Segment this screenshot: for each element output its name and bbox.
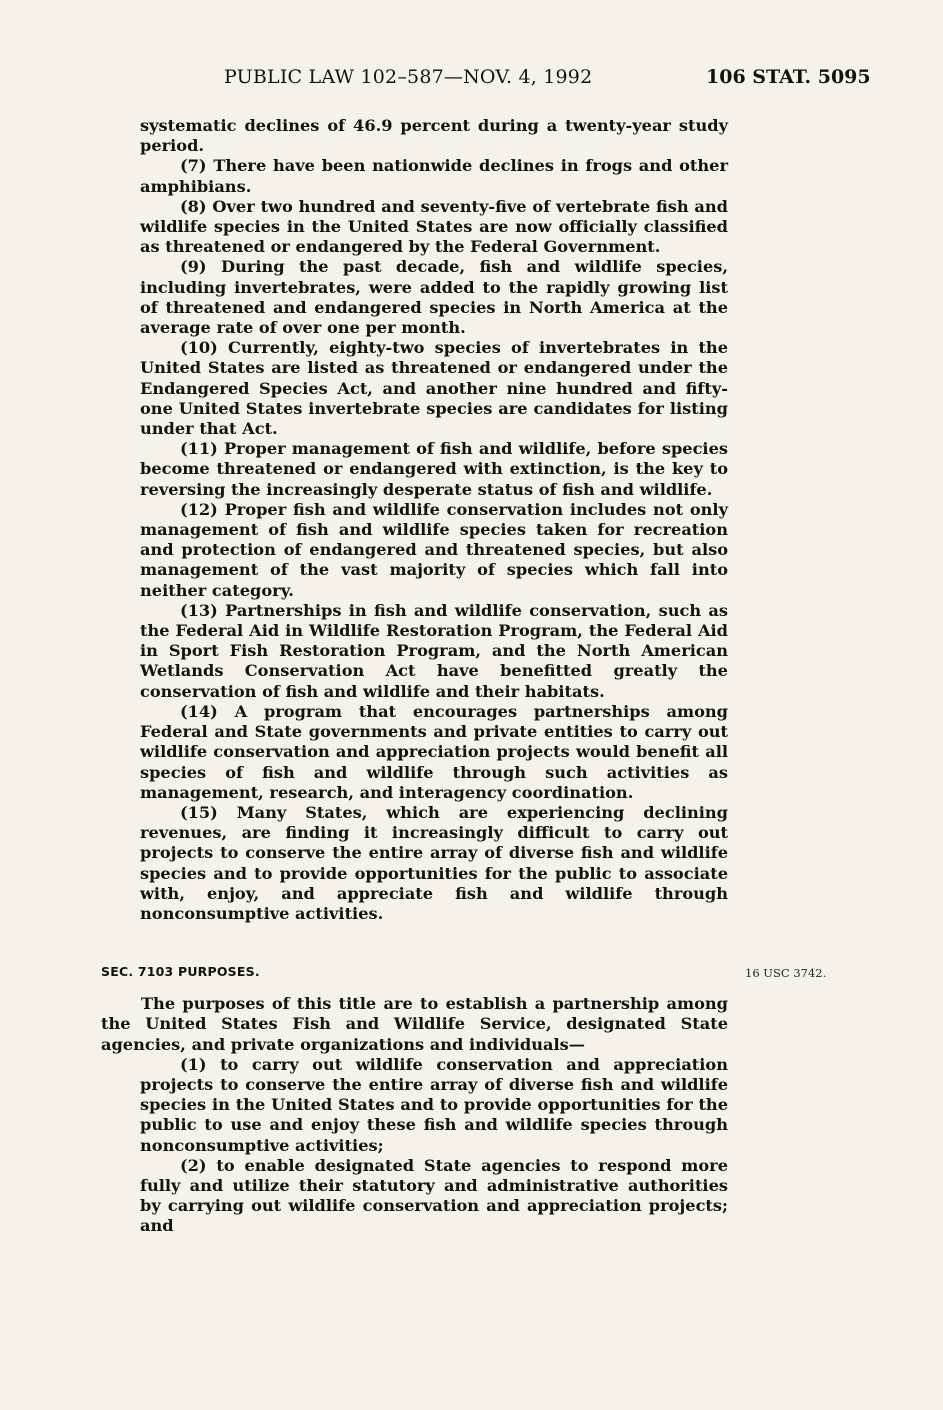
purpose-item: (2) to enable designated State agencies to respond more fully and utilize their statutory and administrative authorities by carrying out wildlife conservation and appreciation projects; and — [140, 1155, 728, 1236]
finding-paragraph: (7) There have been nationwide declines in frogs and other amphibians. — [140, 156, 728, 196]
usc-margin-note: 16 USC 3742. — [745, 966, 827, 980]
finding-paragraph: (8) Over two hundred and seventy-five of vertebrate fish and wildlife species in the United States are now officially classified as threatened or endangered by the Federal Government. — [140, 196, 728, 257]
section-intro: The purposes of this title are to establish a partnership among the United States Fish and Wildlife Service, designated State agencies, and private organizations and individuals— — [101, 994, 728, 1054]
finding-paragraph: systematic declines of 46.9 percent during a twenty-year study period. — [140, 116, 728, 156]
findings-text — [140, 116, 728, 924]
purposes-list — [140, 1055, 728, 1237]
finding-paragraph: (15) Many States, which are experiencing declining revenues, are finding it increasingly difficult to carry out projects to conserve the entire array of diverse fish and wildlife species and to provide opportunities for the public to associate with, enjoy, and appreciate fish and wildlife through nonconsumptive activities. — [140, 802, 728, 923]
finding-paragraph: (9) During the past decade, fish and wildlife species, including invertebrates, were added to the rapidly growing list of threatened and endangered species in North America at the average rate of over one per month. — [140, 257, 728, 338]
finding-paragraph: (10) Currently, eighty-two species of invertebrates in the United States are listed as threatened or endangered under the Endangered Species Act, and another nine hundred and fifty-one United States invertebrate species are candidates for listing under that Act. — [140, 338, 728, 439]
purpose-item: (1) to carry out wildlife conservation and appreciation projects to conserve the entire array of diverse fish and wildlife species in the United States and to provide opportunities for the public to use and enjoy these fish and wildlife species through nonconsumptive activities; — [140, 1054, 728, 1155]
section-heading: SEC. 7103 PURPOSES. — [101, 964, 260, 979]
statute-reference: 106 STAT. 5095 — [706, 66, 871, 88]
running-head — [0, 66, 943, 90]
finding-paragraph: (14) A program that encourages partnerships among Federal and State governments and private entities to carry out wildlife conservation and appreciation projects would benefit all species of fish and wildlife through such activities as management, research, and interagency coordination. — [140, 701, 728, 802]
finding-paragraph: (12) Proper fish and wildlife conservation includes not only management of fish and wildlife species taken for recreation and protection of endangered and threatened species, but also management of the vast majority of species which fall into neither category. — [140, 499, 728, 600]
law-title: PUBLIC LAW 102–587—NOV. 4, 1992 — [224, 66, 593, 88]
purposes-section — [101, 962, 728, 1237]
finding-paragraph: (13) Partnerships in fish and wildlife conservation, such as the Federal Aid in Wildlife Restoration Program, the Federal Aid in Sport Fish Restoration Program, and the North American Wetlands Conservation Act have benefitted greatly the conservation of fish and wildlife and their habitats. — [140, 600, 728, 701]
finding-paragraph: (11) Proper management of fish and wildlife, before species become threatened or endangered with extinction, is the key to reversing the increasingly desperate status of fish and wildlife. — [140, 439, 728, 499]
